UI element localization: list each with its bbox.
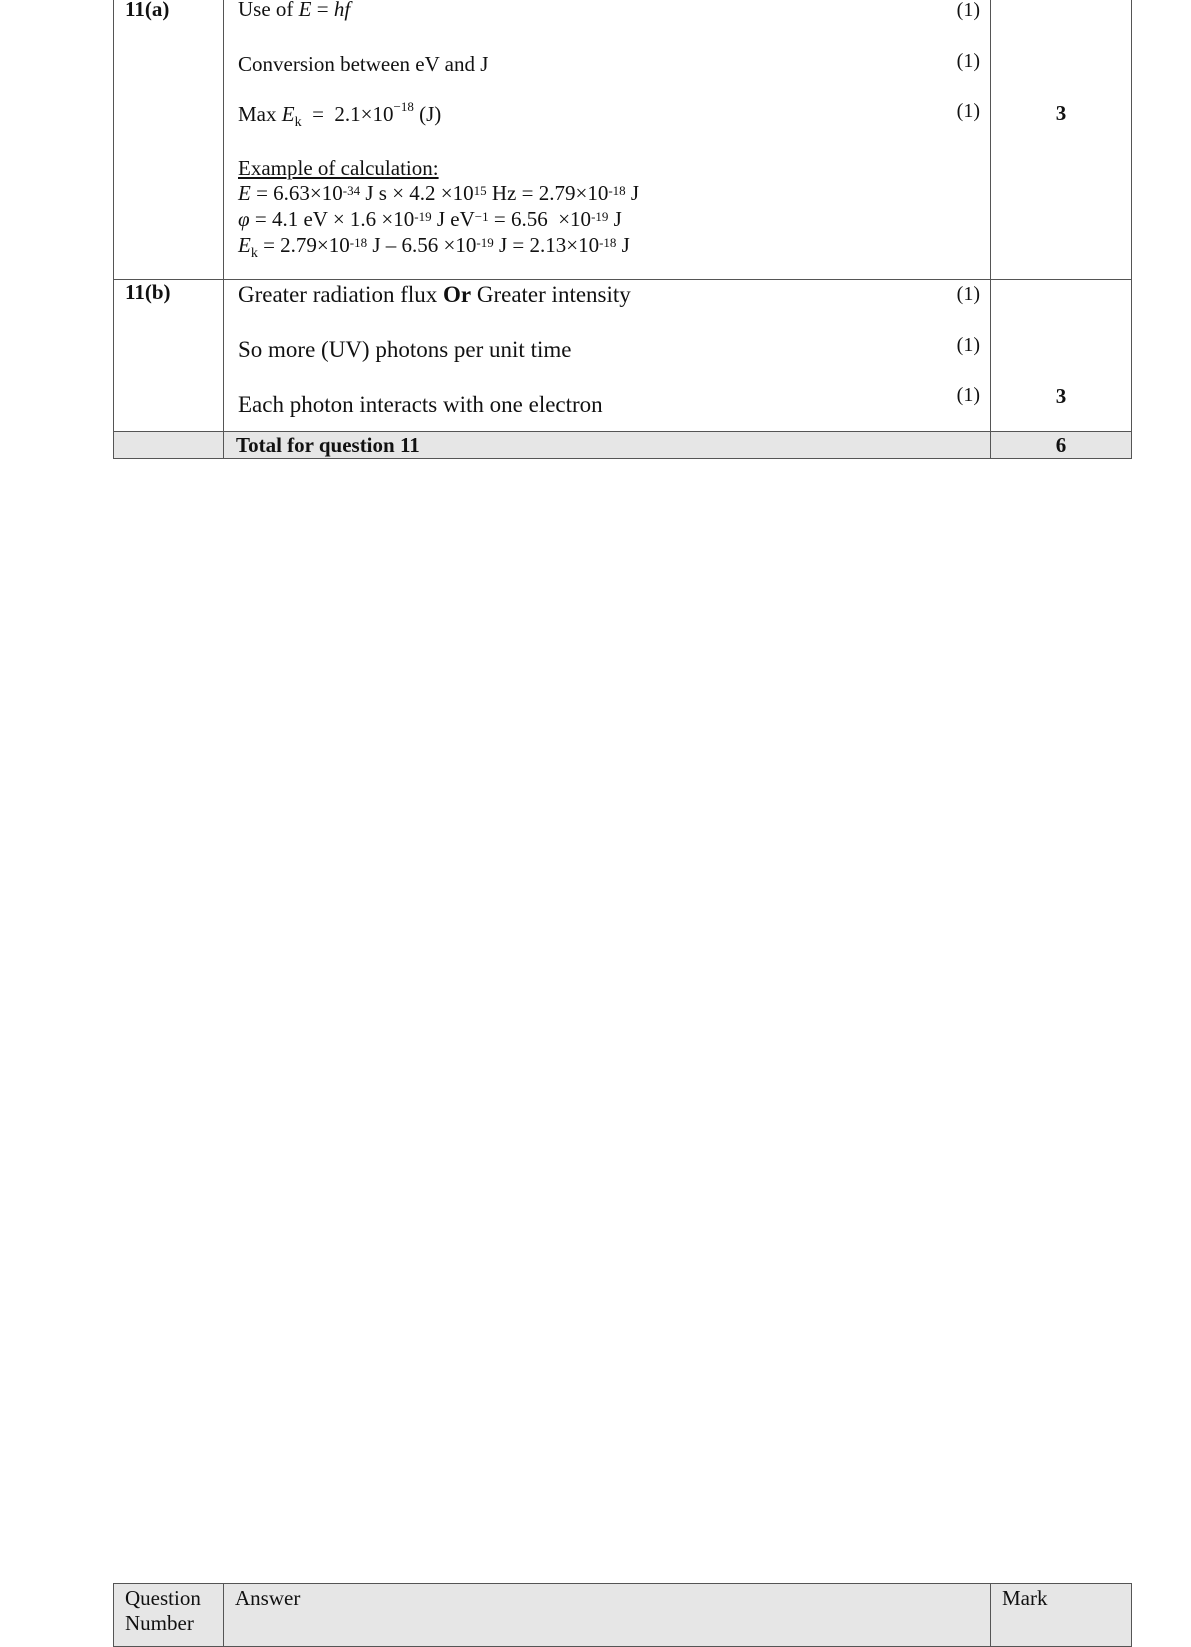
header-mark: Mark [991,1584,1132,1647]
total-label: Total for question 11 [224,432,991,459]
row-11a [114,0,1132,280]
answer-line-conversion: Conversion between eV and J [238,52,489,76]
next-question-header-table [113,1583,1132,1647]
question-number-11a: 11(a) [114,0,224,280]
mark-tick-11b-3: (1) [956,384,980,406]
mark-cell-11b [991,280,1132,432]
row-11b [114,280,1132,432]
answer-cell-11a [224,0,991,280]
mark-cell-11a [991,0,1132,280]
question-number-11b: 11(b) [114,280,224,432]
mark-tick-11a-2: (1) [956,50,980,72]
answer-line-photon-electron: Each photon interacts with one electron [238,392,603,417]
header-row [114,1584,1132,1647]
mark-total-11b: 3 [1055,384,1067,408]
example-line-work-function: φ = 4.1 eV × $1.6 \times 10^{-19}$ J $eV^{-1} = 6.56 \times 10^{-19}$ J [238,207,622,231]
mark-total-11a: 3 [1055,101,1067,125]
answer-line-max-ek: Max $E_k = 2.1\times 10^{-18}$ (J) [238,99,442,131]
mark-tick-11a-3: (1) [956,100,980,122]
example-line-energy: $E = 6.63\times 10^{-34}$ J $s \times 4.2 \times 10^{15}$ $Hz = 2.79\times 10^{-18}$ J [238,181,640,205]
answer-line-more-photons: So more (UV) photons per unit time [238,337,572,362]
header-question-number: Question Number [114,1584,224,1647]
total-row [114,432,1132,459]
example-line-kinetic-energy: $E_k = 2.79\times 10^{-18}$ $J - 6.56 \times 10^{-19}$ $J = 2.13\times 10^{-18}$ J [238,233,630,262]
mark-tick-11b-1: (1) [956,283,980,305]
mark-tick-11b-2: (1) [956,334,980,356]
answer-cell-11b [224,280,991,432]
question-11-table [113,0,1132,459]
header-answer: Answer [224,1584,991,1647]
total-mark: 6 [991,432,1132,459]
answer-line-use-of-e-hf: Use of E = hf [238,0,351,21]
mark-tick-11a-1: (1) [956,0,980,21]
example-heading: Example of calculation: [238,156,439,180]
answer-line-greater-flux: Greater radiation flux Or Greater intensity [238,282,631,307]
total-row-blank [114,432,224,459]
